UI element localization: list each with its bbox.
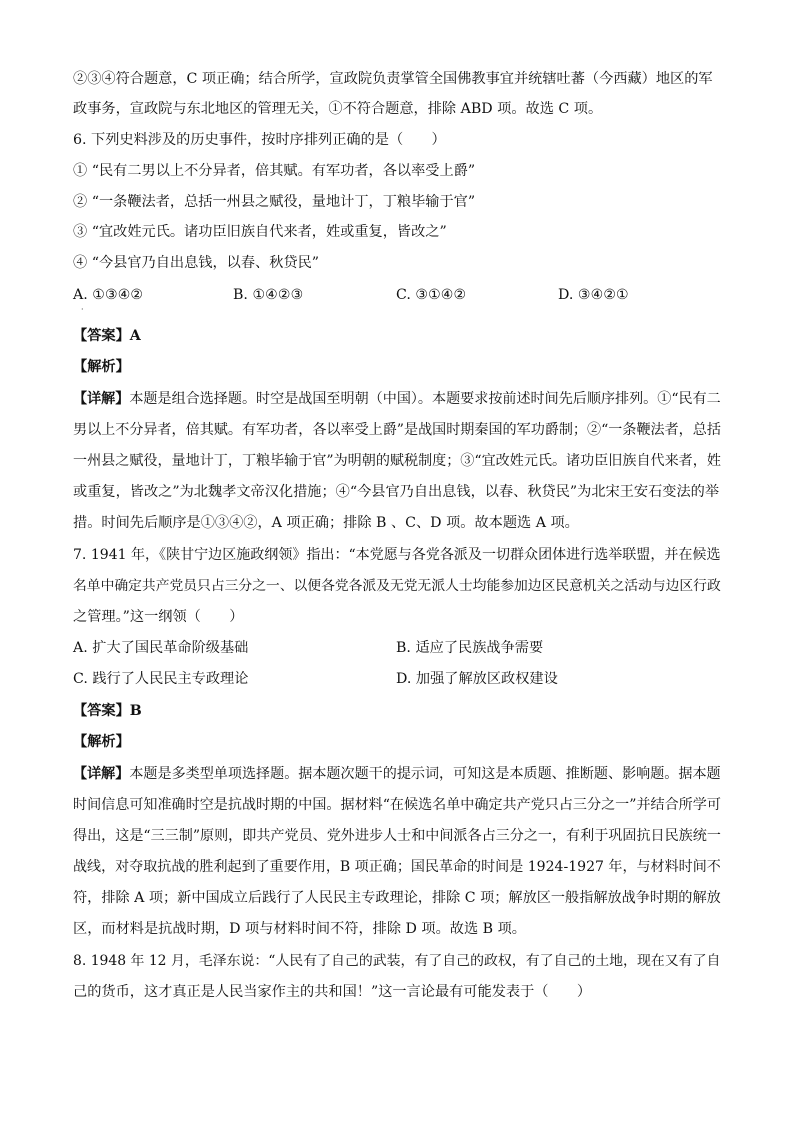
q6-detail-line-4: 或重复，皆改之”为北魏孝文帝汉化措施；④“今县官乃自出息钱，以春、秋贷民”为北宋王安石变法的举 [73,484,720,500]
q7-detail-line-6: 区，而材料是抗战时期，D 项与材料时间不符，排除 D 项。故选 B 项。 [73,921,526,937]
intro-line-1: ②③④符合题意，C 项正确；结合所学，宣政院负责掌管全国佛教事宜并统辖吐蕃（今西藏）地区的军 [73,71,713,87]
q6-option-b: B. ①④②③ [233,287,304,303]
q7-option-c: C. 践行了人民民主专政理论 [73,671,249,687]
q7-detail-tag: 【详解】 [73,766,130,782]
q6-detail-line-2: 男以上不分异者，倍其赋。有军功者，各以率受上爵”是战国时期秦国的军功爵制；②“一条鞭法者，总括 [73,422,721,438]
intro-line-2: 政事务，宣政院与东北地区的管理无关，①不符合题意，排除 ABD 项。故选 C 项。 [73,101,603,117]
q7-analysis-label: 【解析】 [73,734,130,750]
q6-item-1: ① “民有二男以上不分异者，倍其赋。有军功者，各以率受上爵” [73,163,476,179]
q7-option-b: B. 适应了民族战争需要 [396,640,544,656]
q6-analysis-label: 【解析】 [73,359,130,375]
q6-item-3: ③ “宜改姓元氏。诸功臣旧族自代来者，姓或重复，皆改之” [73,224,447,240]
q7-option-d: D. 加强了解放区政权建设 [396,671,558,687]
q8-stem-line-1: 8. 1948 年 12 月，毛泽东说：“人民有了自己的武装，有了自己的政权，有了自己的土地，现在又有了自 [73,953,721,969]
q7-detail-line-4: 战线，对夺取抗战的胜利起到了重要作用，B 项正确；国民革命的时间是 1924-1927 年，与材料时间不 [73,859,721,875]
q6-detail-line-5: 措。时间先后顺序是①③④②，A 项正确；排除 B 、C、D 项。故本题选 A 项。 [73,515,579,531]
q7-detail-line-2: 时间信息可知准确时空是抗战时期的中国。据材料“在候选名单中确定共产党只占三分之一”并结合所学可 [73,797,721,813]
q7-detail-text-1: 本题是多类型单项选择题。据本题次题干的提示词，可知这是本质题、推断题、影响题。据本题 [129,766,721,782]
q6-detail-text-1: 本题是组合选择题。时空是战国至明朝（中国）。本题要求按前述时间先后顺序排列。①“民有二 [129,391,721,407]
q7-option-a: A. 扩大了国民革命阶级基础 [73,640,249,656]
q7-detail-line-1 [73,764,721,784]
q6-item-4: ④ “今县官乃自出息钱，以春、秋贷民” [73,255,320,271]
q6-option-a: A. ①③④② [73,287,144,303]
q7-stem-line-1: 7. 1941 年，《陕甘宁边区施政纲领》指出：“本党愿与各党各派及一切群众团体进行选举联盟，并在候选 [73,547,721,563]
q7-detail-line-3: 得出，这是“三三制”原则，即共产党员、党外进步人士和中间派各占三分之一，有利于巩固抗日民族统一 [73,828,721,844]
q6-option-d: D. ③④②① [558,287,629,303]
q6-detail-line-3: 一州县之赋役，量地计丁，丁粮毕输于官”为明朝的赋税制度；③“宜改姓元氏。诸功臣旧族自代来者，姓 [73,453,721,469]
q7-stem-line-2: 名单中确定共产党员只占三分之一、以便各党各派及无党无派人士均能参加边区民意机关之活动与边区行政 [73,578,721,594]
q6-option-c: C. ③①④② [396,287,467,303]
q8-stem-line-2: 己的货币，这才真正是人民当家作主的共和国！”这一言论最有可能发表于（ ） [73,984,592,1000]
q6-answer: 【答案】A [73,328,141,344]
q6-detail-line-1 [73,389,721,409]
q7-detail-line-5: 符，排除 A 项；新中国成立后践行了人民民主专政理论，排除 C 项；解放区一般指解放战争时期的解放 [73,890,721,906]
q6-detail-tag: 【详解】 [73,391,130,407]
stray-dot: · [81,305,84,314]
q7-answer: 【答案】B [73,703,142,719]
q6-stem: 6. 下列史料涉及的历史事件，按时序排列正确的是（ ） [73,132,446,148]
q7-stem-line-3: 之管理。”这一纲领（ ） [73,609,244,625]
q6-item-2: ② “一条鞭法者，总括一州县之赋役，量地计丁，丁粮毕输于官” [73,194,476,210]
